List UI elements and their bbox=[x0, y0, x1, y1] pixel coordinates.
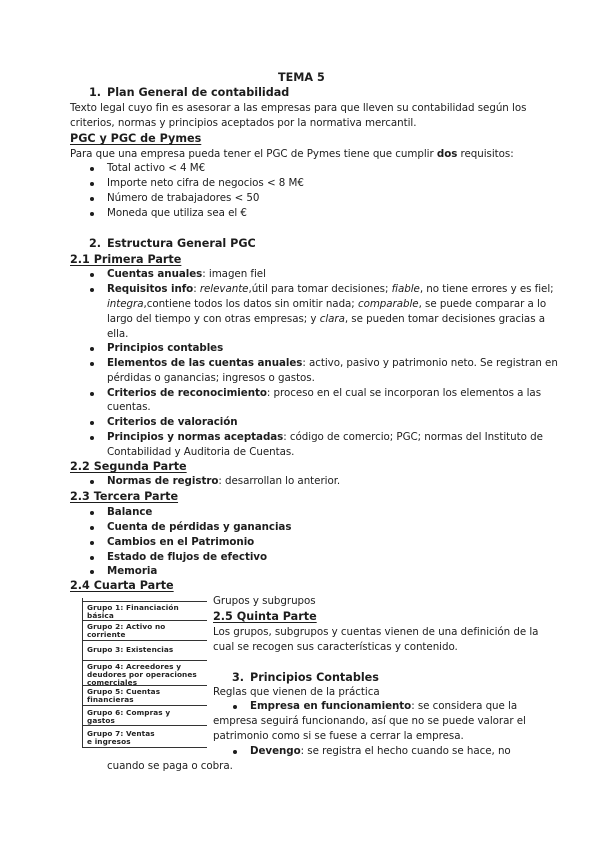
list-item-continued: largo del tiempo y con otras empresas; y clara, se pueden tomar decisiones gracias a bbox=[107, 313, 545, 325]
bullet-icon bbox=[90, 182, 94, 186]
list-item-continued: pérdidas o ganancias; ingresos o gastos. bbox=[107, 372, 315, 384]
bullet-icon bbox=[90, 570, 94, 574]
group-3-cell: Grupo 3: Existencias bbox=[83, 640, 207, 660]
bullet-icon bbox=[90, 556, 94, 560]
pgc-heading: PGC y PGC de Pymes bbox=[70, 132, 202, 145]
part-2-heading: 2.2 Segunda Parte bbox=[70, 460, 187, 473]
section-3-heading: Principios Contables bbox=[250, 671, 379, 684]
part-5-heading: 2.5 Quinta Parte bbox=[213, 610, 317, 623]
bullet-icon bbox=[90, 273, 94, 277]
bullet-icon bbox=[90, 436, 94, 440]
table-bottom-border bbox=[83, 747, 207, 748]
list-item: Moneda que utiliza sea el € bbox=[107, 207, 247, 219]
list-item: Principios y normas aceptadas: código de comercio; PGC; normas del Instituto de bbox=[107, 431, 543, 443]
list-item: Elementos de las cuentas anuales: activo, pasivo y patrimonio neto. Se registran en bbox=[107, 357, 558, 369]
list-item-continued: empresa seguirá funcionando, así que no se puede valorar el bbox=[213, 715, 526, 727]
list-item: Requisitos info: relevante,útil para tomar decisiones; fiable, no tiene errores y es fiel; bbox=[107, 283, 554, 295]
section-1-number: 1. bbox=[89, 86, 102, 99]
part-4-heading: 2.4 Cuarta Parte bbox=[70, 579, 174, 592]
list-item-continued: patrimonio como si se fuese a cerrar la empresa. bbox=[213, 730, 464, 742]
list-item: Cambios en el Patrimonio bbox=[107, 536, 255, 548]
list-item: Importe neto cifra de negocios < 8 M€ bbox=[107, 177, 304, 189]
bullet-icon bbox=[90, 541, 94, 545]
section-1-heading: Plan General de contabilidad bbox=[107, 86, 290, 99]
bullet-icon bbox=[90, 421, 94, 425]
section-2-heading: Estructura General PGC bbox=[107, 237, 256, 250]
document-title: TEMA 5 bbox=[278, 71, 325, 84]
bullet-icon bbox=[90, 392, 94, 396]
section-3-intro: Reglas que vienen de la práctica bbox=[213, 686, 380, 698]
groups-table-image bbox=[82, 598, 207, 748]
group-1-cell: Grupo 1: Financiación básica bbox=[83, 601, 207, 621]
list-item: Normas de registro: desarrollan lo anterior. bbox=[107, 475, 341, 487]
group-5-cell: Grupo 5: Cuentas financieras bbox=[83, 685, 207, 705]
bullet-icon bbox=[90, 480, 94, 484]
bullet-icon bbox=[90, 526, 94, 530]
bullet-icon bbox=[233, 750, 237, 754]
part-3-heading: 2.3 Tercera Parte bbox=[70, 490, 179, 503]
group-7-cell: Grupo 7: Ventas e ingresos bbox=[83, 725, 207, 747]
list-item: Devengo: se registra el hecho cuando se hace, no bbox=[250, 745, 511, 757]
section-3-number: 3. bbox=[232, 671, 245, 684]
list-item-continued: ella. bbox=[107, 328, 129, 340]
section-1-text-line-1: Texto legal cuyo fin es asesorar a las empresas para que lleven su contabilidad según los bbox=[70, 102, 527, 114]
bullet-icon bbox=[233, 705, 237, 709]
part-5-text-line-1: Los grupos, subgrupos y cuentas vienen de una definición de la bbox=[213, 626, 539, 638]
list-item: Cuentas anuales: imagen fiel bbox=[107, 268, 266, 280]
group-4-cell: Grupo 4: Acreedores y deudores por operaciones comerciales bbox=[83, 660, 207, 686]
list-item: Número de trabajadores < 50 bbox=[107, 192, 260, 204]
section-2-number: 2. bbox=[89, 237, 102, 250]
list-item: Criterios de reconocimiento: proceso en el cual se incorporan los elementos a las bbox=[107, 387, 542, 399]
bullet-icon bbox=[90, 167, 94, 171]
bullet-icon bbox=[90, 347, 94, 351]
bullet-icon bbox=[90, 362, 94, 366]
list-item-continued: Contabilidad y Auditoria de Cuentas. bbox=[107, 446, 295, 458]
group-2-cell: Grupo 2: Activo no corriente bbox=[83, 620, 207, 640]
list-item: Criterios de valoración bbox=[107, 416, 238, 428]
list-item-continued: cuentas. bbox=[107, 401, 151, 413]
bullet-icon bbox=[90, 197, 94, 201]
part-4-caption: Grupos y subgrupos bbox=[213, 595, 316, 607]
pgc-intro: Para que una empresa pueda tener el PGC de Pymes tiene que cumplir dos requisitos: bbox=[70, 148, 514, 160]
list-item: Estado de flujos de efectivo bbox=[107, 551, 267, 563]
section-1-text-line-2: criterios, normas y principios aceptados por la normativa mercantil. bbox=[70, 117, 417, 129]
part-1-heading: 2.1 Primera Parte bbox=[70, 253, 182, 266]
list-item: Cuenta de pérdidas y ganancias bbox=[107, 521, 292, 533]
list-item: Empresa en funcionamiento: se considera que la bbox=[250, 700, 518, 712]
list-item-continued: integra,contiene todos los datos sin omitir nada; comparable, se puede comparar a lo bbox=[107, 298, 547, 310]
part-5-text-line-2: cual se recogen sus características y contenido. bbox=[213, 641, 458, 653]
bullet-icon bbox=[90, 511, 94, 515]
group-6-cell: Grupo 6: Compras y gastos bbox=[83, 705, 207, 725]
list-item-continued: cuando se paga o cobra. bbox=[107, 760, 233, 772]
bullet-icon bbox=[90, 212, 94, 216]
bullet-icon bbox=[90, 288, 94, 292]
list-item: Principios contables bbox=[107, 342, 224, 354]
list-item: Balance bbox=[107, 506, 153, 518]
list-item: Total activo < 4 M€ bbox=[107, 162, 206, 174]
list-item: Memoria bbox=[107, 565, 158, 577]
